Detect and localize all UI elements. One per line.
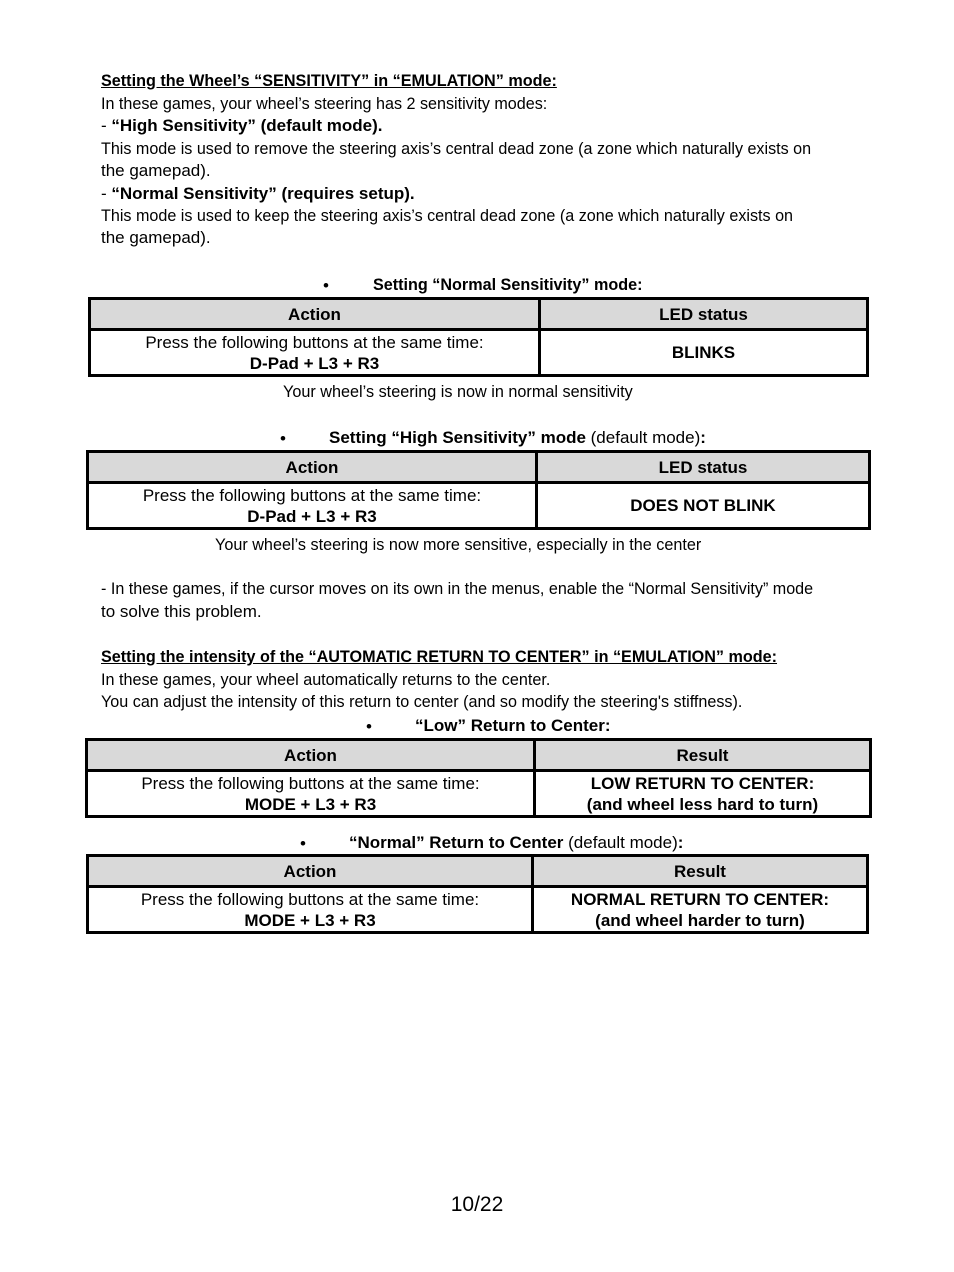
result-cell — [533, 887, 868, 933]
table-row — [87, 771, 871, 817]
action-instruction: Press the following buttons at the same time: — [141, 773, 480, 793]
section-heading-sensitivity: Setting the Wheel’s “SENSITIVITY” in “EMULATION” mode: — [101, 71, 557, 90]
bullet-title-low-rtc: “Low” Return to Center: — [415, 716, 611, 735]
header-led-status: LED status — [540, 299, 868, 330]
table-low-return-to-center — [85, 738, 872, 818]
header-action: Action — [90, 299, 540, 330]
paragraph: You can adjust the intensity of this return to center (and so modify the steering's stiffness). — [101, 692, 743, 711]
table-row — [88, 483, 870, 529]
bullet-icon: • — [300, 834, 306, 853]
header-led-status: LED status — [537, 452, 870, 483]
bullet-title-high-sensitivity — [329, 427, 706, 449]
note-paragraph: - In these games, if the cursor moves on its own in the menus, enable the “Normal Sensitivity” mode — [101, 579, 814, 598]
page-number: 10/22 — [450, 1193, 504, 1216]
table-header-row — [90, 299, 868, 330]
dash: - — [101, 184, 112, 203]
bullet-title-note: (default mode) — [563, 833, 678, 852]
bullet-title-bold: “Normal” Return to Center — [349, 833, 564, 852]
bullet-title-note: (default mode) — [585, 428, 701, 447]
led-status-value: BLINKS — [540, 330, 868, 376]
bullet-title-bold: Setting “High Sensitivity” mode — [329, 428, 586, 447]
table-normal-sensitivity — [88, 297, 869, 377]
bullet-icon: • — [366, 717, 372, 736]
note-paragraph: to solve this problem. — [101, 602, 262, 621]
action-cell — [87, 771, 535, 817]
table-row — [88, 887, 868, 933]
action-instruction: Press the following buttons at the same time: — [145, 332, 484, 352]
paragraph: In these games, your wheel’s steering has 2 sensitivity modes: — [101, 94, 548, 113]
mode-title-normal: “Normal Sensitivity” (requires setup). — [111, 184, 415, 203]
result-note: (and wheel less hard to turn) — [586, 794, 819, 814]
action-instruction: Press the following buttons at the same time: — [140, 889, 480, 909]
section-heading-return-to-center: Setting the intensity of the “AUTOMATIC RETURN TO CENTER” in “EMULATION” mode: — [101, 647, 778, 666]
header-action: Action — [88, 452, 537, 483]
bullet-title-normal-rtc — [349, 832, 683, 854]
button-combo: MODE + L3 + R3 — [244, 910, 376, 930]
colon: : — [700, 428, 706, 447]
button-combo: D-Pad + L3 + R3 — [249, 353, 380, 373]
table-normal-return-to-center — [86, 854, 869, 934]
header-result: Result — [533, 856, 868, 887]
result-cell — [535, 771, 871, 817]
bullet-icon: • — [280, 429, 286, 448]
paragraph: the gamepad). — [101, 228, 211, 247]
result-title: LOW RETURN TO CENTER: — [590, 773, 815, 793]
header-result: Result — [535, 740, 871, 771]
table-header-row — [88, 856, 868, 887]
table-header-row — [87, 740, 871, 771]
table-caption: Your wheel’s steering is now more sensitive, especially in the center — [215, 535, 702, 554]
result-note: (and wheel harder to turn) — [595, 910, 805, 930]
led-status-value: DOES NOT BLINK — [537, 483, 870, 529]
action-cell — [88, 887, 533, 933]
header-action: Action — [87, 740, 535, 771]
action-cell — [90, 330, 540, 376]
mode-heading-normal — [101, 183, 415, 205]
paragraph: This mode is used to keep the steering axis’s central dead zone (a zone which naturally exists on — [101, 206, 794, 225]
paragraph: the gamepad). — [101, 161, 211, 180]
dash: - — [101, 116, 112, 135]
button-combo: D-Pad + L3 + R3 — [247, 506, 377, 526]
table-caption: Your wheel’s steering is now in normal sensitivity — [283, 382, 633, 401]
colon: : — [677, 833, 684, 852]
paragraph: In these games, your wheel automatically returns to the center. — [101, 670, 551, 689]
table-high-sensitivity — [86, 450, 871, 530]
table-row — [90, 330, 868, 376]
bullet-title-normal-sensitivity: Setting “Normal Sensitivity” mode: — [373, 275, 643, 294]
action-instruction: Press the following buttons at the same time: — [142, 485, 482, 505]
paragraph: This mode is used to remove the steering axis’s central dead zone (a zone which naturally exists on — [101, 139, 812, 158]
result-title: NORMAL RETURN TO CENTER: — [570, 889, 830, 909]
mode-heading-high — [101, 115, 382, 137]
mode-title-high: “High Sensitivity” (default mode). — [111, 116, 383, 135]
button-combo: MODE + L3 + R3 — [244, 794, 377, 814]
table-header-row — [88, 452, 870, 483]
bullet-icon: • — [323, 276, 329, 295]
header-action: Action — [88, 856, 533, 887]
action-cell — [88, 483, 537, 529]
